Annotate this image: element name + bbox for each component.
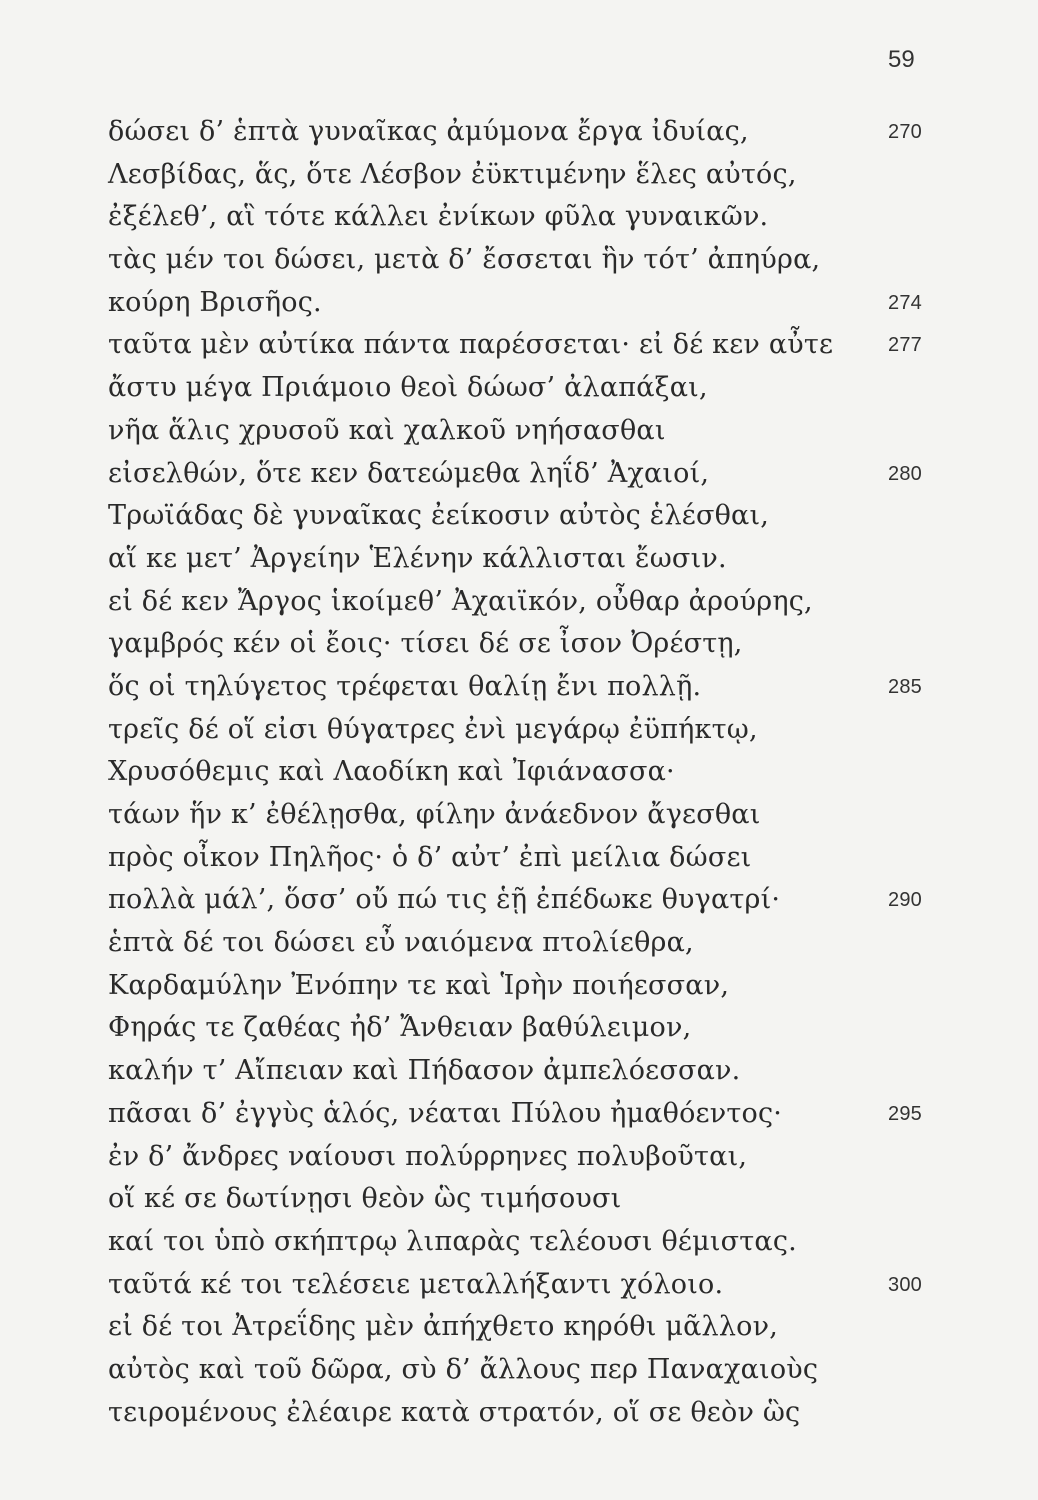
line-number: 295 [888,1102,922,1125]
verse-text: νῆα ἅλις χρυσοῦ καὶ χαλκοῦ νηήσασθαι [108,414,666,446]
verse-line [108,709,968,752]
verse-text: αὐτὸς καὶ τοῦ δῶρα, σὺ δ’ ἄλλους περ Παναχαιοὺς [108,1353,819,1385]
verse-line [108,1007,968,1050]
verse-line [108,1050,968,1093]
verse-text: ἐξέλεθ’, αἳ τότε κάλλει ἐνίκων φῦλα γυναικῶν. [108,201,769,233]
verse-line [108,453,968,496]
verse-line [108,1221,968,1264]
verse-text: ταῦτά κέ τοι τελέσειε μεταλλήξαντι χόλοιο. [108,1268,724,1300]
verse-text: ἄστυ μέγα Πριάμοιο θεοὶ δώωσ’ ἀλαπάξαι, [108,372,708,404]
verse-line [108,1093,968,1136]
verse-line [108,922,968,965]
verse-text: πολλὰ μάλ’, ὅσσ’ οὔ πώ τις ἑῇ ἐπέδωκε θυγατρί· [108,884,781,916]
verse-line [108,239,968,282]
verse-text: Φηράς τε ζαθέας ἠδ’ Ἄνθειαν βαθύλειμον, [108,1012,692,1044]
line-number: 280 [888,462,922,485]
verse-line [108,1392,968,1435]
verse-line [108,581,968,624]
verse-text: γαμβρός κέν οἱ ἔοις· τίσει δέ σε ἶσον Ὀρέστῃ, [108,628,743,660]
verse-text: πᾶσαι δ’ ἐγγὺς ἁλός, νέαται Πύλου ἠμαθόεντος· [108,1097,783,1129]
verse-line [108,1306,968,1349]
verse-text: ἐν δ’ ἄνδρες ναίουσι πολύρρηνες πολυβοῦται, [108,1140,748,1172]
verse-line [108,1136,968,1179]
verse-text: εἰσελθών, ὅτε κεν δατεώμεθα ληΐδ’ Ἀχαιοί, [108,457,710,489]
verse-line [108,623,968,666]
verse-line [108,410,968,453]
verse-text: ταῦτα μὲν αὐτίκα πάντα παρέσσεται· εἰ δέ κεν αὖτε [108,329,834,361]
verse-line [108,794,968,837]
verse-text: καί τοι ὑπὸ σκήπτρῳ λιπαρὰς τελέουσι θέμιστας. [108,1225,797,1257]
verse-text: πρὸς οἶκον Πηλῆος· ὁ δ’ αὐτ’ ἐπὶ μείλια δώσει [108,841,752,873]
verse-text: ἑπτὰ δέ τοι δώσει εὖ ναιόμενα πτολίεθρα, [108,927,694,959]
verse-line [108,495,968,538]
verse-list [108,111,968,1434]
line-number: 277 [888,334,922,357]
verse-text: Καρδαμύλην Ἐνόπην τε καὶ Ἱρὴν ποιήεσσαν, [108,969,730,1001]
verse-line [108,1178,968,1221]
verse-line [108,751,968,794]
verse-line [108,538,968,581]
verse-text: αἵ κε μετ’ Ἀργείην Ἑλένην κάλλισται ἔωσιν. [108,542,727,574]
verse-line [108,666,968,709]
line-number: 300 [888,1273,922,1296]
page-number: 59 [888,46,915,73]
verse-text: εἰ δέ τοι Ἀτρεΐδης μὲν ἀπήχθετο κηρόθι μᾶλλον, [108,1311,778,1343]
verse-line [108,965,968,1008]
verse-line [108,367,968,410]
verse-text: τὰς μέν τοι δώσει, μετὰ δ’ ἔσσεται ἣν τότ’ ἀπηύρα, [108,244,821,276]
line-number: 290 [888,889,922,912]
verse-text: τειρομένους ἐλέαιρε κατὰ στρατόν, οἵ σε θεὸν ὣς [108,1396,801,1428]
verse-text: Τρωϊάδας δὲ γυναῖκας ἐείκοσιν αὐτὸς ἑλέσθαι, [108,500,770,532]
verse-line [108,879,968,922]
verse-line [108,111,968,154]
verse-text: τάων ἥν κ’ ἐθέλῃσθα, φίλην ἀνάεδνον ἄγεσθαι [108,799,761,830]
verse-line [108,154,968,197]
line-number: 285 [888,675,922,698]
line-number: 270 [888,121,922,143]
verse-text: Λεσβίδας, ἅς, ὅτε Λέσβον ἐϋκτιμένην ἕλες αὐτός, [108,158,797,190]
verse-text: κούρη Βρισῆος. [108,286,322,318]
verse-text: εἰ δέ κεν Ἄργος ἱκοίμεθ’ Ἀχαιϊκόν, οὖθαρ ἀρούρης, [108,585,813,617]
verse-line [108,1349,968,1392]
line-number: 274 [888,291,922,314]
verse-text: τρεῖς δέ οἵ εἰσι θύγατρες ἐνὶ μεγάρῳ ἐϋπήκτῳ, [108,713,758,745]
verse-text: Χρυσόθεμις καὶ Λαοδίκη καὶ Ἰφιάνασσα· [108,756,675,788]
verse-line [108,282,968,325]
verse-line [108,196,968,239]
verse-text: δώσει δ’ ἑπτὰ γυναῖκας ἀμύμονα ἔργα ἰδυίας, [108,116,749,147]
verse-text: οἵ κέ σε δωτίνῃσι θεὸν ὣς τιμήσουσι [108,1183,622,1215]
verse-text: ὅς οἱ τηλύγετος τρέφεται θαλίῃ ἔνι πολλῇ. [108,670,702,702]
verse-line [108,837,968,880]
verse-line [108,324,968,367]
verse-text: καλήν τ’ Αἴπειαν καὶ Πήδασον ἀμπελόεσσαν. [108,1055,741,1087]
verse-line [108,1264,968,1307]
